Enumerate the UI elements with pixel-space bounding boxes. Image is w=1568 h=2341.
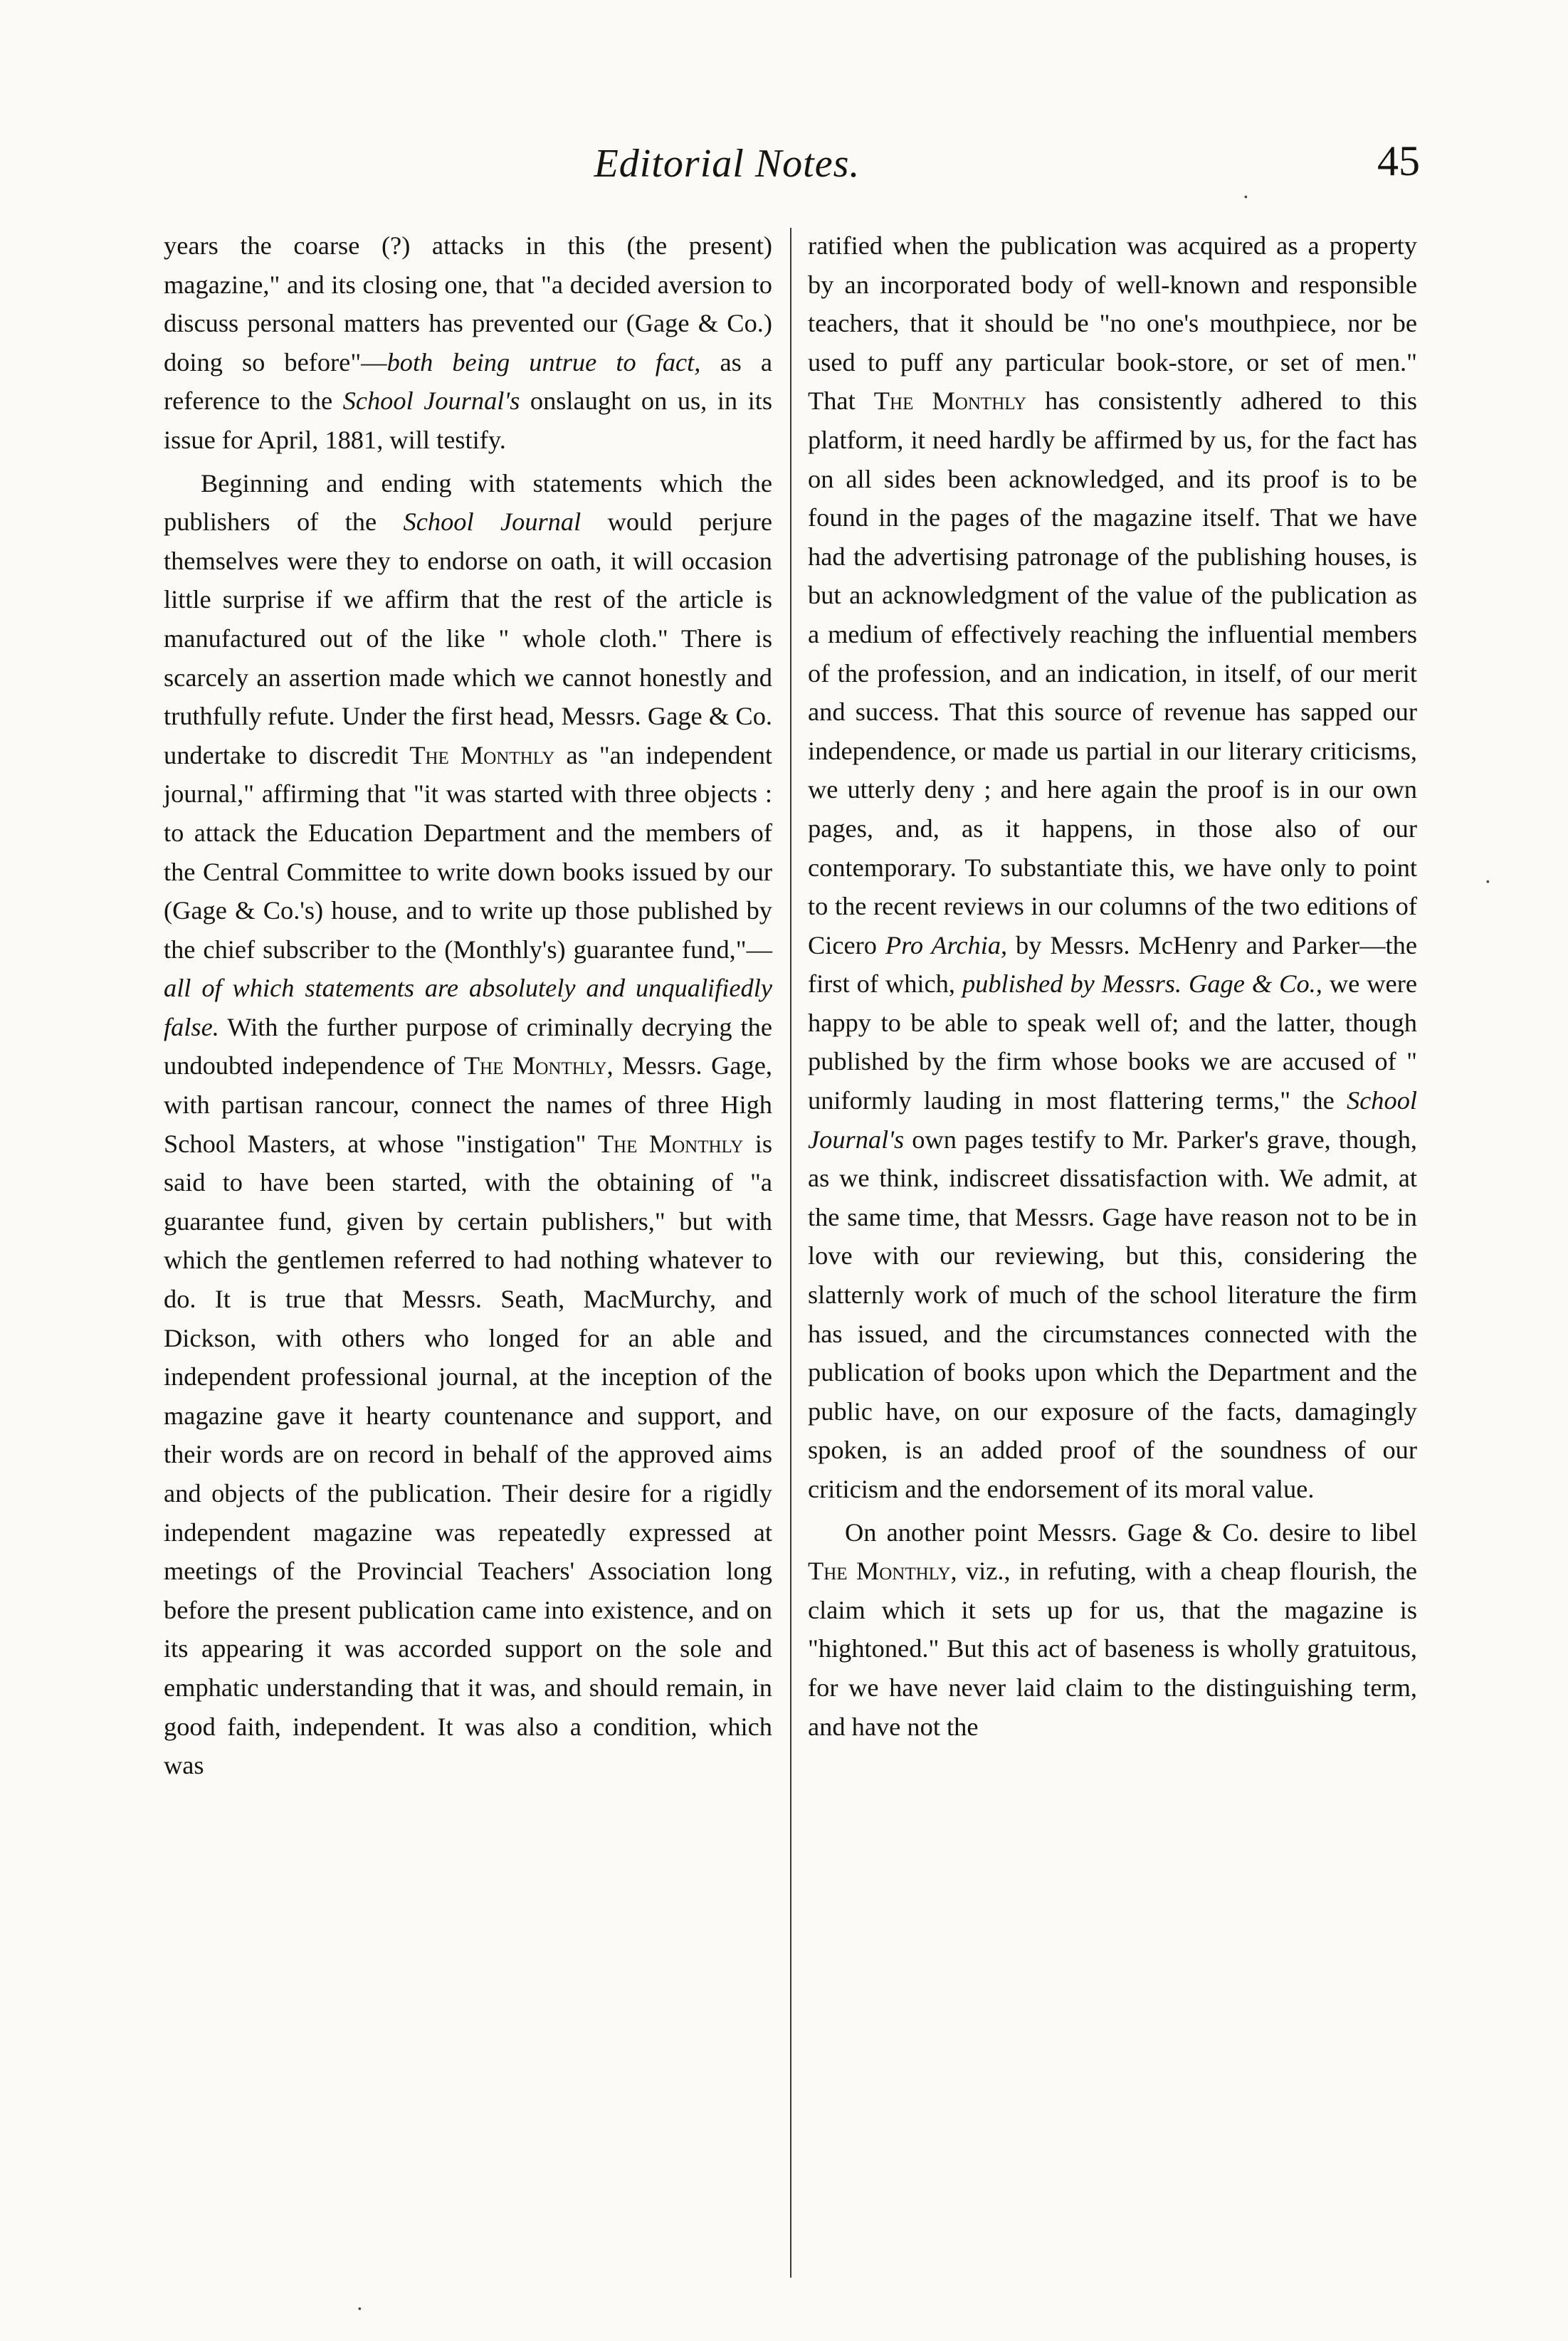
paragraph: years the coarse (?) attacks in this (the present) magazine," and its closing one, that "a decided aversion to discuss personal matters has prevented our (Gage & Co.) doing so before"—both being untrue to fact, as a reference to the School Journal's onslaught on us, in its issue for April, 1881, will testify. <box>164 231 772 454</box>
page-number: 45 <box>1377 137 1420 184</box>
print-speck: · <box>356 2295 364 2321</box>
column-divider <box>790 228 791 2278</box>
paragraph: On another point Messrs. Gage & Co. desire to libel The Monthly, viz., in refuting, with a cheap flourish, the claim which it sets up for us, that the magazine is "hightoned." But this act of baseness is wholly gratuitous, for we have never laid claim to the distinguishing term, and have not the <box>808 1517 1418 1741</box>
paragraph: ratified when the publication was acquired as a property by an incorporated body of well-known and responsible teachers, that it should be "no one's mouthpiece, nor be used to puff any particular book-store, or set of men." That The Monthly has consistently adhered to this platform, it need hardly be affirmed by us, for the fact has on all sides been acknowledged, and its proof is to be found in the pages of the magazine itself. That we have had the advertising patronage of the publishing houses, is but an acknowledgment of the value of the publication as a medium of effectively reaching the influential members of the profession, and an indication, in itself, of our merit and success. That this source of revenue has sapped our independence, or made us partial in our literary criticisms, we utterly deny ; and here again the proof is in our own pages, and, as it happens, in those also of our contemporary. To substantiate this, we have only to point to the recent reviews in our columns of the two editions of Cicero Pro Archia, by Messrs. McHenry and Parker—the first of which, published by Messrs. Gage & Co., we were happy to be able to speak well of; and the latter, though published by the firm whose books we are accused of " uniformly lauding in most flattering terms," the School Journal's own pages testify to Mr. Parker's grave, though, as we think, indiscreet dissatisfaction with. We admit, at the same time, that Messrs. Gage have reason not to be in love with our reviewing, but this, considering the slatternly work of much of the school literature the firm has issued, and the circumstances connected with the publication of books upon which the Department and the public have, on our exposure of the facts, damagingly spoken, is an added proof of the soundness of our criticism and the endorsement of its moral value. <box>808 231 1418 1503</box>
left-column <box>164 226 772 1785</box>
paragraph: Beginning and ending with statements which the publishers of the School Journal would perjure themselves were they to endorse on oath, it will occasion little surprise if we affirm that the rest of the article is manufactured out of the like " whole cloth." There is scarcely an assertion made which we cannot honestly and truthfully refute. Under the first head, Messrs. Gage & Co. undertake to discredit The Monthly as "an independent journal," affirming that "it was started with three objects : to attack the Education Department and the members of the Central Committee to write down books issued by our (Gage & Co.'s) house, and to write up those published by the chief subscriber to the (Monthly's) guarantee fund,"—all of which statements are absolutely and unqualifiedly false. With the further purpose of criminally decrying the undoubted independence of The Monthly, Messrs. Gage, with partisan rancour, connect the names of three High School Masters, at whose "instigation" The Monthly is said to have been started, with the obtaining of "a guarantee fund, given by certain publishers," but with which the gentlemen referred to had nothing whatever to do. It is true that Messrs. Seath, MacMurchy, and Dickson, with others who longed for an able and independent professional journal, at the inception of the magazine gave it hearty countenance and support, and their words are on record in behalf of the approved aims and objects of the publication. Their desire for a rigidly independent magazine was repeatedly expressed at meetings of the Provincial Teachers' Association long before the present publication came into existence, and on its appearing it was accorded support on the sole and emphatic understanding that it was, and should remain, in good faith, independent. It was also a condition, which was <box>164 468 773 1780</box>
print-speck: · <box>1484 868 1492 894</box>
running-head-title: Editorial Notes. <box>594 142 861 186</box>
print-speck: · <box>1242 184 1250 209</box>
right-column <box>808 226 1417 1746</box>
